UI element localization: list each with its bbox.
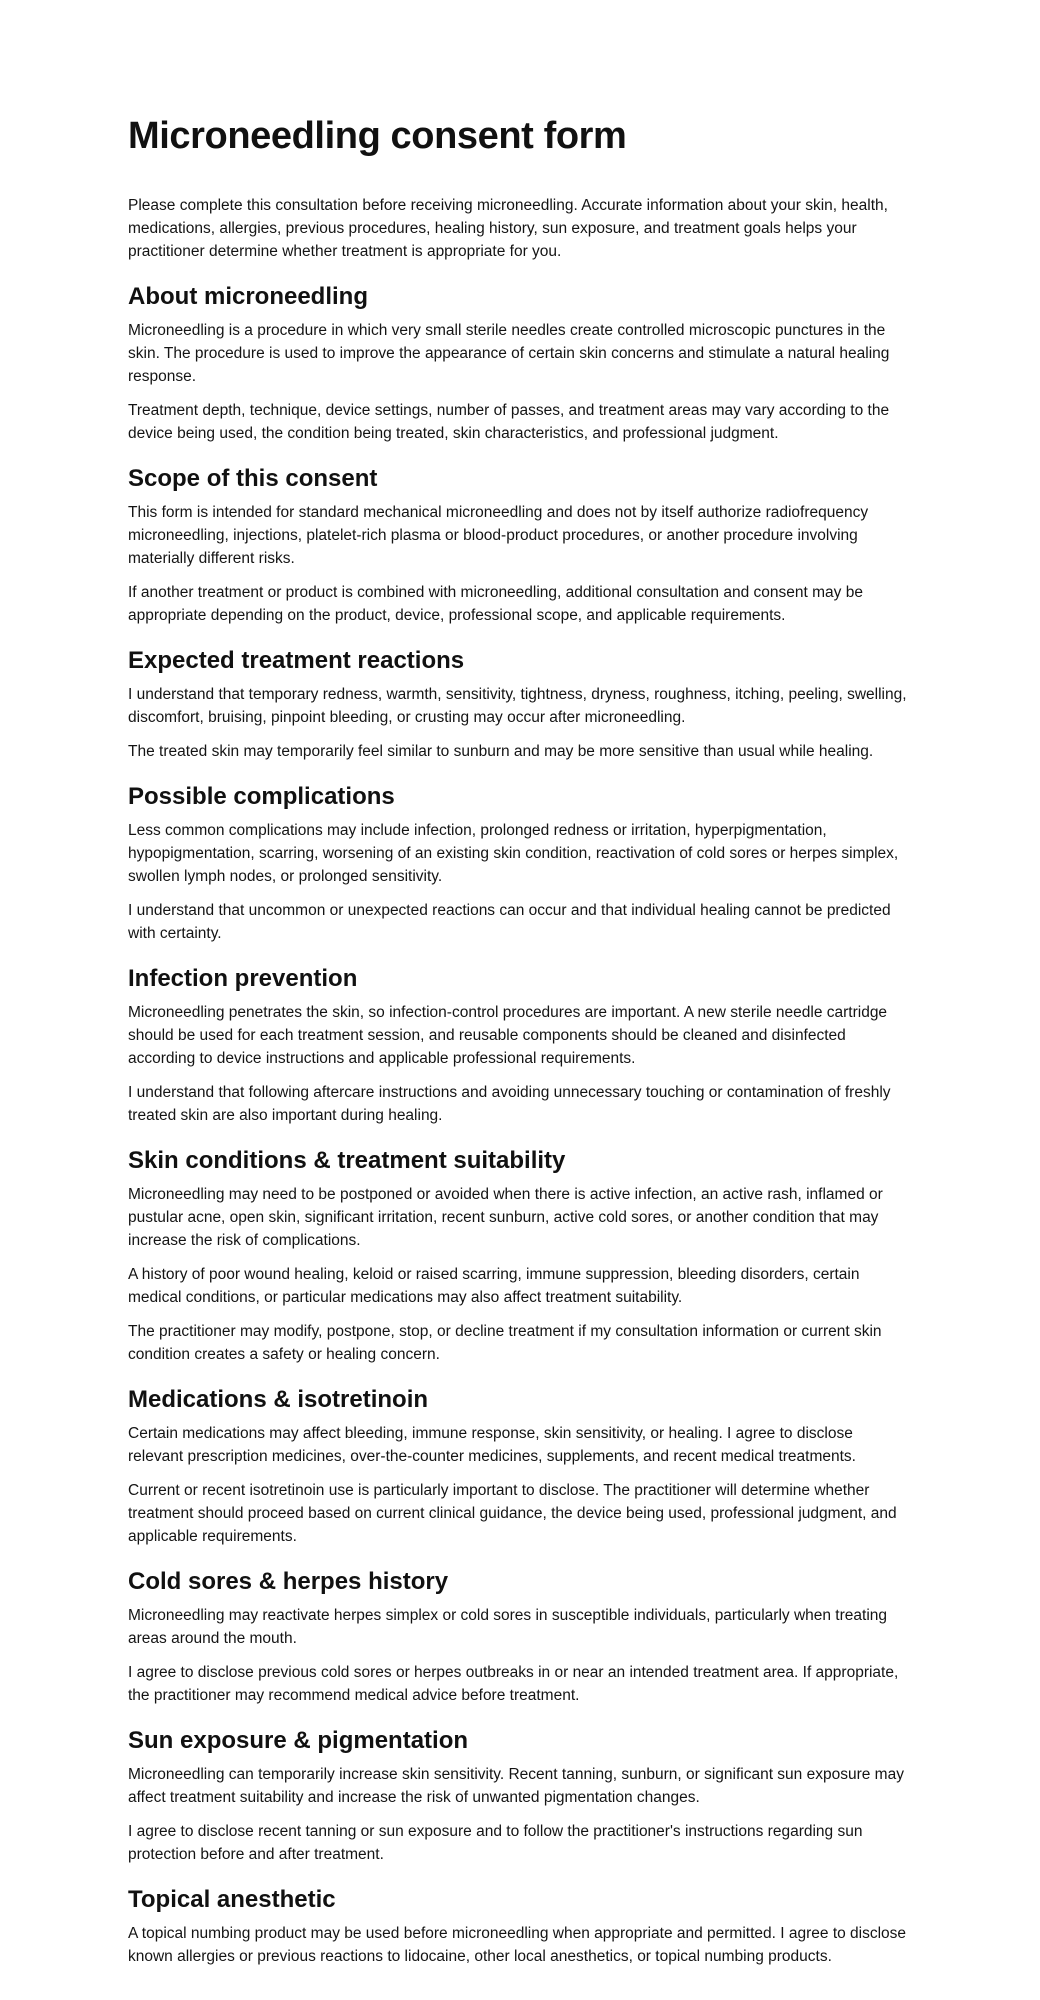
section-infection-prevention — [128, 963, 912, 1127]
section-heading: About microneedling — [128, 283, 368, 310]
section-paragraph: Certain medications may affect bleeding, immune response, skin sensitivity, or healing. I agree to disclose relevant prescription medicines, over-the-counter medicines, supplements, and recent medical treatments. — [128, 1425, 856, 1465]
section-heading: Possible complications — [128, 783, 395, 810]
section-complications — [128, 781, 912, 945]
section-heading: Topical anesthetic — [128, 1886, 336, 1913]
section-heading: Infection prevention — [128, 965, 358, 992]
section-heading: Cold sores & herpes history — [128, 1568, 449, 1595]
intro-paragraph: Please complete this consultation before receiving microneedling. Accurate information about your skin, health, medications, allergies, previous procedures, healing history, sun exposure, and treatment goals helps your practitioner determine whether treatment is appropriate for you. — [128, 197, 888, 260]
section-paragraph: The practitioner may modify, postpone, stop, or decline treatment if my consultation information or current skin condition creates a safety or healing concern. — [128, 1323, 882, 1363]
page-title: Microneedling consent form — [128, 115, 627, 157]
section-paragraph: If another treatment or product is combined with microneedling, additional consultation and consent may be appropriate depending on the product, device, professional scope, and applicable requirements. — [128, 584, 863, 624]
section-paragraph: Microneedling penetrates the skin, so infection-control procedures are important. A new sterile needle cartridge should be used for each treatment session, and reusable components should be cleaned and disinfected according to device instructions and applicable professional requirements. — [128, 1004, 888, 1067]
section-paragraph: The treated skin may temporarily feel similar to sunburn and may be more sensitive than usual while healing. — [128, 743, 874, 760]
section-paragraph: I understand that following aftercare instructions and avoiding unnecessary touching or contamination of freshly treated skin are also important during healing. — [128, 1084, 891, 1124]
section-paragraph: Microneedling may reactivate herpes simplex or cold sores in susceptible individuals, particularly when treating areas around the mouth. — [128, 1607, 888, 1647]
section-paragraph: Microneedling may need to be postponed or avoided when there is active infection, an active rash, inflamed or pustular acne, open skin, significant irritation, recent sunburn, active cold sores, or another condition that may increase the risk of complications. — [128, 1186, 883, 1249]
section-paragraph: Microneedling can temporarily increase skin sensitivity. Recent tanning, sunburn, or significant sun exposure may affect treatment suitability and increase the risk of unwanted pigmentation changes. — [128, 1766, 904, 1806]
section-topical-anesthetic — [128, 1884, 912, 1968]
section-heading: Sun exposure & pigmentation — [128, 1727, 469, 1754]
consent-form-page — [128, 0, 912, 1968]
section-paragraph: I understand that uncommon or unexpected reactions can occur and that individual healing cannot be predicted with certainty. — [128, 902, 891, 942]
section-skin-conditions — [128, 1145, 912, 1366]
section-heading: Medications & isotretinoin — [128, 1386, 429, 1413]
section-medications — [128, 1384, 912, 1548]
section-paragraph: I agree to disclose previous cold sores or herpes outbreaks in or near an intended treatment area. If appropriate, the practitioner may recommend medical advice before treatment. — [128, 1664, 899, 1704]
section-heading: Expected treatment reactions — [128, 647, 465, 674]
section-paragraph: This form is intended for standard mechanical microneedling and does not by itself authorize radiofrequency microneedling, injections, platelet-rich plasma or blood-product procedures, or another procedure involving materially different risks. — [128, 504, 869, 567]
section-sun-exposure — [128, 1725, 912, 1866]
section-cold-sores — [128, 1566, 912, 1707]
section-paragraph: I understand that temporary redness, warmth, sensitivity, tightness, dryness, roughness, itching, peeling, swelling, discomfort, bruising, pinpoint bleeding, or crusting may occur after microneedling. — [128, 686, 907, 726]
section-paragraph: Treatment depth, technique, device settings, number of passes, and treatment areas may vary according to the device being used, the condition being treated, skin characteristics, and professional judgment. — [128, 402, 890, 442]
section-paragraph: Microneedling is a procedure in which very small sterile needles create controlled microscopic punctures in the skin. The procedure is used to improve the appearance of certain skin concerns and stimulate a natural healing response. — [128, 322, 890, 385]
section-paragraph: I agree to disclose recent tanning or sun exposure and to follow the practitioner's instructions regarding sun protection before and after treatment. — [128, 1823, 863, 1863]
section-paragraph: Current or recent isotretinoin use is particularly important to disclose. The practitioner will determine whether treatment should proceed based on current clinical guidance, the device being used, professional judgment, and applicable requirements. — [128, 1482, 897, 1545]
section-scope — [128, 463, 912, 627]
section-heading: Skin conditions & treatment suitability — [128, 1147, 566, 1174]
section-heading: Scope of this consent — [128, 465, 378, 492]
section-paragraph: Less common complications may include infection, prolonged redness or irritation, hyperpigmentation, hypopigmentation, scarring, worsening of an existing skin condition, reactivation of cold sores or herpes simplex, swollen lymph nodes, or prolonged sensitivity. — [128, 822, 899, 885]
section-about — [128, 281, 912, 445]
section-paragraph: A history of poor wound healing, keloid or raised scarring, immune suppression, bleeding disorders, certain medical conditions, or particular medications may also affect treatment suitability. — [128, 1266, 860, 1306]
section-paragraph: A topical numbing product may be used before microneedling when appropriate and permitted. I agree to disclose known allergies or previous reactions to lidocaine, other local anesthetics, or topical numbing products. — [128, 1925, 907, 1965]
section-expected-reactions — [128, 645, 912, 763]
